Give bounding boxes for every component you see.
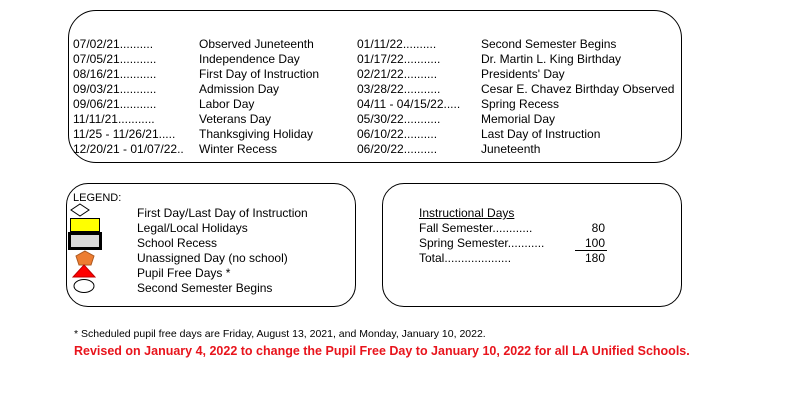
event: Winter Recess (199, 142, 278, 156)
leader-dots: ..... (443, 97, 461, 111)
leader-dots: ........... (117, 112, 155, 126)
date: 05/30/22 (357, 112, 404, 126)
event: Memorial Day (481, 112, 556, 126)
calendar-dates-box (68, 10, 682, 163)
legend-label: Legal/Local Holidays (137, 221, 248, 235)
leader-dots: .......... (402, 37, 437, 51)
pupil-free-footnote: * Scheduled pupil free days are Friday, August 13, 2021, and Monday, January 10, 2022. (74, 328, 486, 340)
legend-title: LEGEND: (73, 192, 122, 204)
date: 07/02/21 (73, 37, 120, 51)
leader-dots: .......... (403, 142, 438, 156)
event: Spring Recess (481, 97, 560, 111)
revision-notice: Revised on January 4, 2022 to change the Pupil Free Day to January 10, 2022 for all LA Unified Schools. (74, 344, 690, 358)
leader-dots: .. (177, 142, 184, 156)
date: 01/17/22 (357, 52, 404, 66)
days-label: Fall Semester............ (419, 221, 533, 235)
days-value: 80 (591, 221, 605, 235)
date: 04/11 - 04/15/22 (357, 97, 444, 111)
event: Second Semester Begins (481, 37, 617, 51)
leader-dots: ........... (119, 97, 157, 111)
leader-dots: ........... (403, 82, 441, 96)
event: Labor Day (199, 97, 255, 111)
red-triangle-icon (72, 264, 96, 278)
date: 08/16/21 (73, 67, 120, 81)
leader-dots: .......... (119, 37, 154, 51)
date: 09/03/21 (73, 82, 120, 96)
circle-outline-icon (72, 278, 96, 294)
instructional-days-box (382, 183, 682, 307)
legend-label: Second Semester Begins (137, 281, 273, 295)
date: 03/28/22 (357, 82, 404, 96)
gray-square-icon (68, 232, 102, 250)
date: 07/05/21 (73, 52, 120, 66)
event: Dr. Martin L. King Birthday (481, 52, 622, 66)
yellow-square-icon (70, 218, 100, 232)
leader-dots: .......... (403, 67, 438, 81)
event: Presidents' Day (481, 67, 565, 81)
date: 12/20/21 - 01/07/22 (73, 142, 178, 156)
event: Admission Day (199, 82, 280, 96)
leader-dots: .......... (403, 127, 438, 141)
legend-label: School Recess (137, 236, 218, 250)
days-label: Total.................... (419, 251, 512, 265)
date: 06/10/22 (357, 127, 404, 141)
leader-dots: ........... (403, 52, 441, 66)
days-value: 180 (584, 251, 605, 265)
leader-dots: ........... (403, 112, 441, 126)
days-value: 100 (584, 236, 605, 250)
date: 06/20/22 (357, 142, 404, 156)
legend-label: Pupil Free Days * (137, 266, 231, 280)
event: Observed Juneteenth (199, 37, 314, 51)
date: 09/06/21 (73, 97, 120, 111)
event: Cesar E. Chavez Birthday Observed (481, 82, 675, 96)
days-label: Spring Semester........... (419, 236, 545, 250)
legend-label: First Day/Last Day of Instruction (137, 206, 308, 220)
event: First Day of Instruction (199, 67, 320, 81)
event: Last Day of Instruction (481, 127, 601, 141)
event: Veterans Day (199, 112, 272, 126)
event: Thanksgiving Holiday (199, 127, 314, 141)
instructional-days-title: Instructional Days (419, 206, 515, 220)
leader-dots: ........... (119, 67, 157, 81)
date: 11/25 - 11/26/21 (73, 127, 159, 141)
date: 11/11/21 (73, 112, 118, 126)
legend-label: Unassigned Day (no school) (137, 251, 288, 265)
event: Independence Day (199, 52, 300, 66)
date: 01/11/22 (357, 37, 403, 51)
event: Juneteenth (481, 142, 541, 156)
date: 02/21/22 (357, 67, 404, 81)
legend-box (66, 183, 356, 307)
leader-dots: ........... (119, 52, 157, 66)
leader-dots: ........... (119, 82, 157, 96)
leader-dots: ..... (158, 127, 176, 141)
diamond-outline-icon (70, 203, 90, 217)
